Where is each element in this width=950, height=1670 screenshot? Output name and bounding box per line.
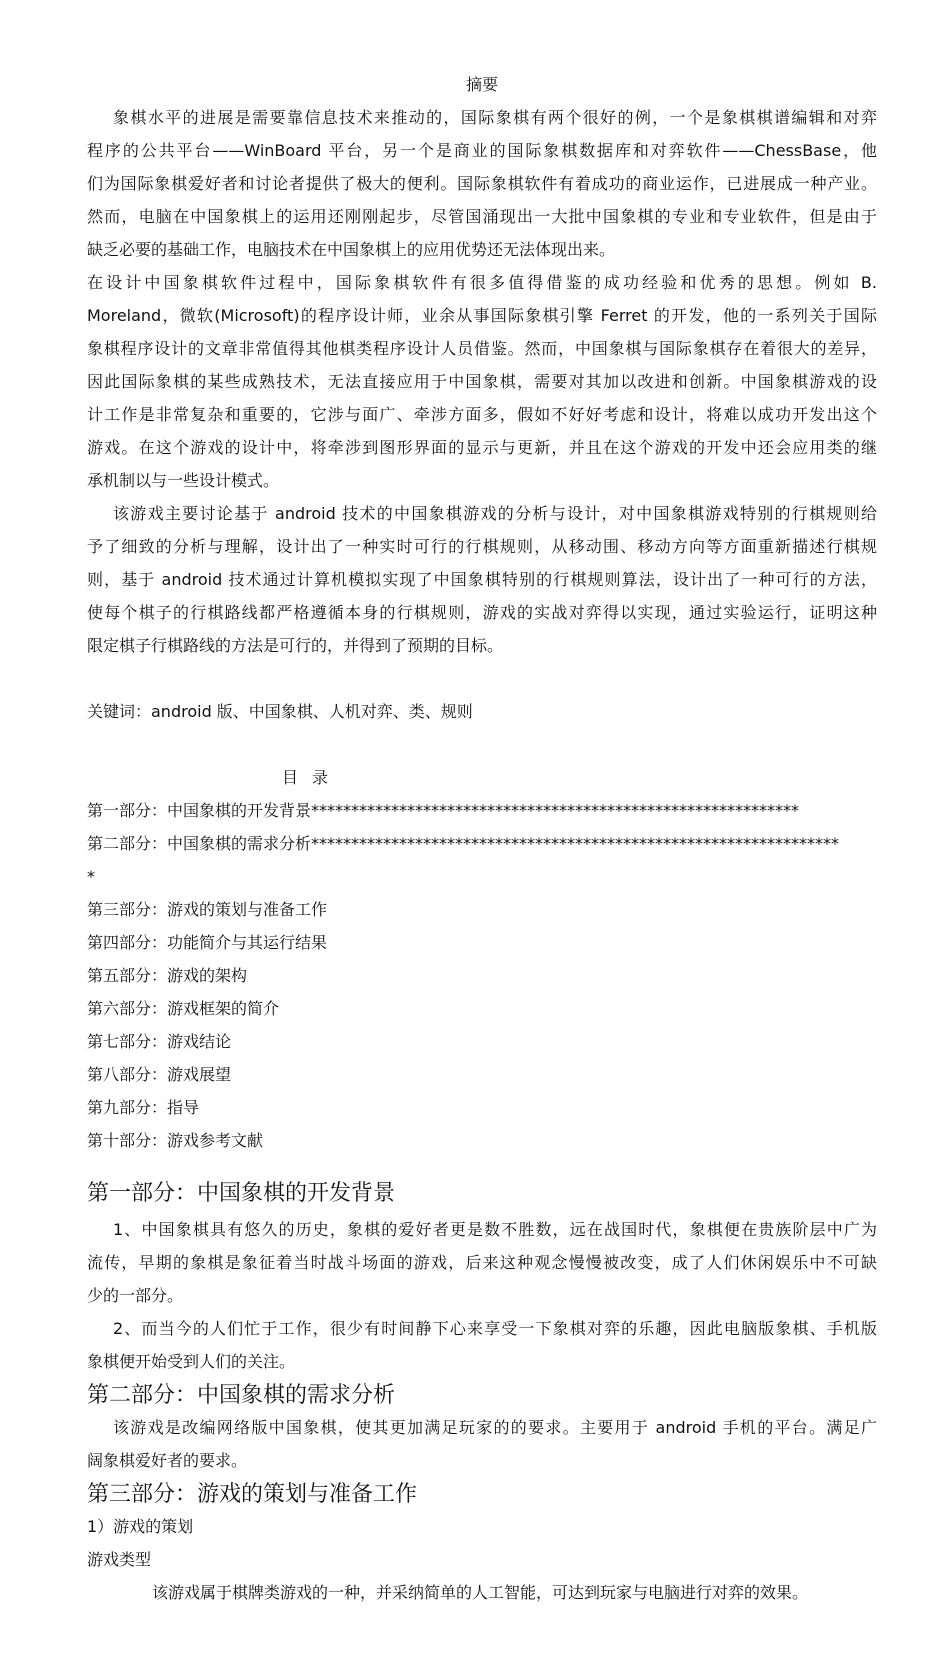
toc-item: 第一部分：中国象棋的开发背景************************************************************* xyxy=(87,801,800,820)
keywords: 关键词：android 版、中国象棋、人机对弈、类、规则 xyxy=(87,702,473,721)
abstract-p2-line: Moreland，微软(Microsoft)的程序设计师，业余从事国际象棋引擎 Ferret 的开发，他的一系列关于国际 xyxy=(87,306,877,325)
abstract-p3-line: 该游戏主要讨论基于 android 技术的中国象棋游戏的分析与设计，对中国象棋游戏特别的行棋规则给 xyxy=(113,504,877,523)
abstract-p1-line: 程序的公共平台——WinBoard 平台，另一个是商业的国际象棋数据库和对弈软件——ChessBase，他 xyxy=(87,141,877,160)
toc-item: * xyxy=(87,867,95,886)
toc-item: 第六部分：游戏框架的简介 xyxy=(87,999,280,1018)
section1-line: 少的一部分。 xyxy=(87,1286,184,1305)
toc-item: 第三部分：游戏的策划与准备工作 xyxy=(87,900,328,919)
game-type-label: 游戏类型 xyxy=(87,1550,152,1569)
section2-line: 该游戏是改编网络版中国象棋，使其更加满足玩家的的要求。主要用于 android 手机的平台。满足广 xyxy=(113,1418,877,1437)
toc-item: 第八部分：游戏展望 xyxy=(87,1065,232,1084)
section-heading: 第三部分：游戏的策划与准备工作 xyxy=(87,1482,418,1507)
subsection-title: 1）游戏的策划 xyxy=(87,1517,194,1536)
section1-line: 流传，早期的象棋是象征着当时战斗场面的游戏，后来这种观念慢慢被改变，成了人们休闲娱乐中不可缺 xyxy=(87,1253,877,1272)
game-type-text: 该游戏属于棋牌类游戏的一种，并采纳简单的人工智能，可达到玩家与电脑进行对弈的效果。 xyxy=(152,1583,809,1602)
section-heading: 第二部分：中国象棋的需求分析 xyxy=(87,1383,396,1408)
toc-item: 第十部分：游戏参考文献 xyxy=(87,1131,264,1150)
abstract-p3-line: 予了细致的分析与理解，设计出了一种实时可行的行棋规则，从移动围、移动方向等方面重新描述行棋规 xyxy=(87,537,877,556)
toc-item: 第四部分：功能简介与其运行结果 xyxy=(87,933,328,952)
abstract-p2-line: 在设计中国象棋软件过程中，国际象棋软件有很多值得借鉴的成功经验和优秀的思想。例如 B. xyxy=(87,273,877,292)
abstract-p1-line: 然而，电脑在中国象棋上的运用还刚刚起步，尽管国涌现出一大批中国象棋的专业和专业软件，但是由于 xyxy=(87,207,877,226)
toc-item: 第五部分：游戏的架构 xyxy=(87,966,248,985)
abstract-p1-line: 缺乏必要的基础工作，电脑技术在中国象棋上的应用优势还无法体现出来。 xyxy=(87,240,616,259)
abstract-p2-line: 计工作是非常复杂和重要的，它涉与面广、牵涉方面多，假如不好好考虑和设计，将难以成功开发出这个 xyxy=(87,405,877,424)
section1-line: 1、中国象棋具有悠久的历史，象棋的爱好者更是数不胜数，远在战国时代，象棋便在贵族阶层中广为 xyxy=(113,1220,877,1239)
abstract-p3-line: 使每个棋子的行棋路线都严格遵循本身的行棋规则，游戏的实战对弈得以实现，通过实验运行，证明这种 xyxy=(87,603,877,622)
abstract-p2-line: 承机制以与一些设计模式。 xyxy=(87,471,280,490)
section1-line: 象棋便开始受到人们的关注。 xyxy=(87,1352,296,1371)
abstract-p2-line: 游戏。在这个游戏的设计中，将牵涉到图形界面的显示与更新，并且在这个游戏的开发中还会应用类的继 xyxy=(87,438,877,457)
toc-title: 目录 xyxy=(282,768,343,787)
toc-item: 第二部分：中国象棋的需求分析****************************************************************** xyxy=(87,834,840,853)
section2-line: 阔象棋爱好者的要求。 xyxy=(87,1451,248,1470)
section1-line: 2、而当今的人们忙于工作，很少有时间静下心来享受一下象棋对弈的乐趣，因此电脑版象棋、手机版 xyxy=(113,1319,877,1338)
abstract-title: 摘要 xyxy=(465,75,498,94)
toc-item: 第七部分：游戏结论 xyxy=(87,1032,232,1051)
toc-item: 第九部分：指导 xyxy=(87,1098,200,1117)
abstract-p2-line: 象棋程序设计的文章非常值得其他棋类程序设计人员借鉴。然而，中国象棋与国际象棋存在着很大的差异， xyxy=(87,339,877,358)
abstract-p1-line: 们为国际象棋爱好者和讨论者提供了极大的便利。国际象棋软件有着成功的商业运作，已进展成一种产业。 xyxy=(87,174,877,193)
abstract-p2-line: 因此国际象棋的某些成熟技术，无法直接应用于中国象棋，需要对其加以改进和创新。中国象棋游戏的设 xyxy=(87,372,877,391)
section-heading: 第一部分：中国象棋的开发背景 xyxy=(87,1181,396,1206)
abstract-p3-line: 限定棋子行棋路线的方法是可行的，并得到了预期的目标。 xyxy=(87,636,504,655)
abstract-p3-line: 则，基于 android 技术通过计算机模拟实现了中国象棋特别的行棋规则算法，设计出了一种可行的方法， xyxy=(87,570,877,589)
abstract-p1-line: 象棋水平的进展是需要靠信息技术来推动的，国际象棋有两个很好的例，一个是象棋棋谱编辑和对弈 xyxy=(113,108,877,127)
